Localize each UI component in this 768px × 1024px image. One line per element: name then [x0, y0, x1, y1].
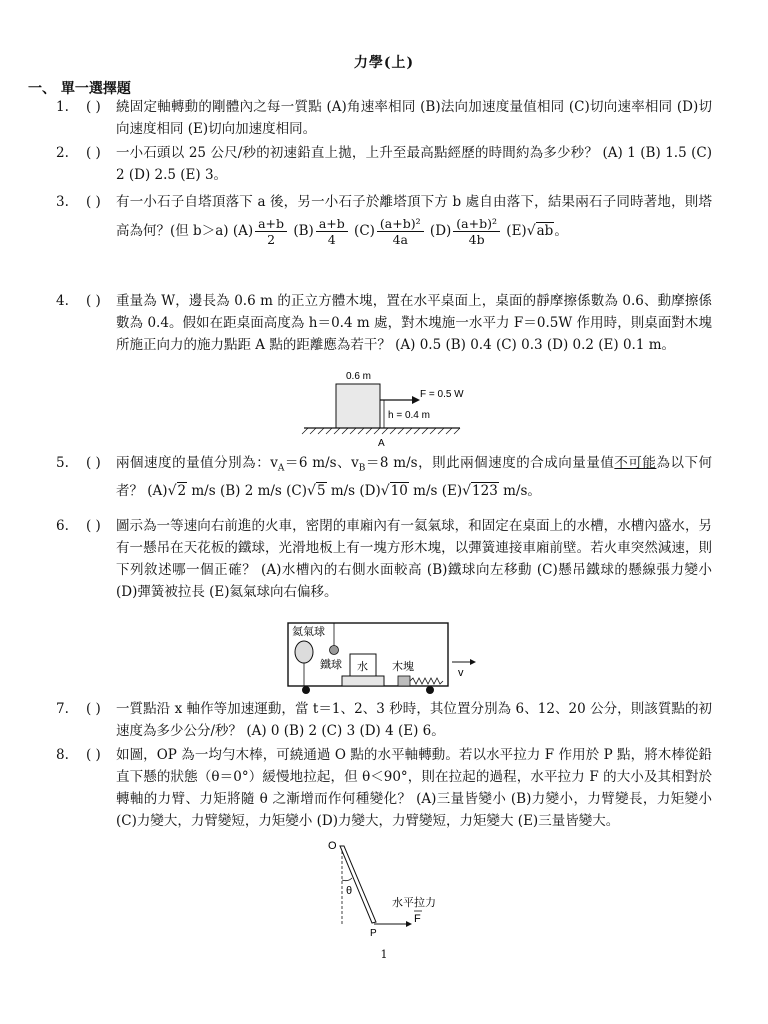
text-part: ＝6 m/s、v	[284, 455, 359, 471]
figure-block-on-table	[300, 368, 470, 450]
point-a-label: A	[378, 438, 385, 449]
arrow-head-icon	[406, 921, 412, 927]
sqrt-symbol: √	[526, 223, 536, 239]
answer-blank: ( )	[86, 99, 101, 115]
radicand: 10	[390, 482, 408, 499]
question-6	[56, 515, 712, 603]
question-2	[56, 142, 712, 186]
question-text: 一小石頭以 25 公尺/秒的初速鉛直上拋，上升至最高點經歷的時間約為多少秒？ (A) 1 (B) 1.5 (C) 2 (D) 2.5 (E) 3。	[116, 145, 712, 183]
question-text: 重量為 W，邊長為 0.6 m 的正立方體木塊，置在水平桌面上，桌面的靜摩擦係數為 0.6、動摩擦係數為 0.4。假如在距桌面高度為 h＝0.4 m 處，對木塊施一水平力 F＝0.5W 作用時，則桌面對木塊所施正向力的施力點距 A 點的距離應為若干？ (A) 0.5 (B) 0.4 (C) 0.3 (D) 0.2 (E) 0.1 m。	[116, 293, 712, 353]
question-number: 4.	[56, 293, 69, 309]
answer-blank: ( )	[86, 145, 101, 161]
wheel	[426, 686, 434, 694]
iron-ball	[330, 646, 339, 655]
question-number: 3.	[56, 194, 69, 210]
answer-blank: ( )	[86, 701, 101, 717]
underlined-text: 不可能	[614, 455, 657, 471]
denominator: 4	[327, 232, 336, 247]
question-4	[56, 290, 712, 356]
option-d-close: )	[446, 223, 452, 239]
force-symbol: F	[414, 913, 421, 925]
denominator: 2	[267, 232, 276, 247]
numerator: a+b	[255, 216, 287, 232]
radicand: 5	[316, 482, 326, 499]
answer-blank: ( )	[86, 293, 101, 309]
question-1	[56, 96, 712, 140]
question-number: 8.	[56, 747, 69, 763]
numerator: (a+b)²	[377, 216, 424, 232]
angle-label: θ	[346, 885, 353, 897]
numerator: (a+b)²	[453, 216, 500, 232]
iron-ball-label: 鐵球	[320, 659, 342, 671]
radicand: 123	[472, 482, 498, 499]
numerator: a+b	[316, 216, 348, 232]
sqrt-symbol: √	[380, 482, 390, 499]
question-number: 6.	[56, 518, 69, 534]
text-part: ＝8 m/s，則此兩個速度的合成向量量值	[365, 455, 615, 471]
option-d-label: (D	[429, 223, 447, 239]
text-part: m/s。	[498, 482, 541, 499]
question-text	[116, 188, 712, 247]
question-number: 1.	[56, 99, 69, 115]
question-number: 2.	[56, 145, 69, 161]
question-text: 如圖，OP 為一均勻木棒，可繞通過 O 點的水平軸轉動。若以水平拉力 F 作用於 P 點，將木棒從鉛直下懸的狀態（θ＝0°）緩慢地拉起，但 θ＜90°，則在拉起的過程，水平拉力 F 的大小及其相對於轉軸的力臂、力矩將隨 θ 之漸增而作何種變化？ (A)三量皆變小 (B)力變小，力臂變長，力矩變小 (C)力變大，力臂變短，力矩變小 (D)力變大，力臂變短，力矩變大 (E)三量皆變大。	[116, 747, 712, 829]
question-number: 5.	[56, 455, 69, 471]
block-side-label: 0.6 m	[346, 371, 372, 382]
question-3	[56, 188, 712, 247]
wooden-block	[398, 676, 410, 686]
question-5	[56, 452, 712, 502]
figure-train-car	[284, 620, 484, 696]
table	[342, 676, 384, 686]
helium-balloon	[295, 641, 313, 663]
denominator: 4b	[468, 232, 485, 247]
option-b-label: (B)	[293, 223, 314, 239]
answer-blank: ( )	[86, 455, 101, 471]
option-a-label: (A)	[232, 223, 254, 239]
end-label: P	[370, 928, 377, 938]
subscript-b: B	[358, 463, 366, 474]
question-text: 繞固定軸轉動的剛體內之每一質點 (A)角速率相同 (B)法向加速度量值相同 (C)切向速率相同 (D)切向速度相同 (E)切向加速度相同。	[116, 99, 712, 137]
option-c-fraction	[377, 216, 424, 247]
question-text: 一質點沿 x 軸作等加速運動，當 t＝1、2、3 秒時，其位置分別為 6、12、20 公分，則該質點的初速度為多少公分/秒？ (A) 0 (B) 2 (C) 3 (D) 4 (E) 6。	[116, 701, 712, 739]
subscript-a: A	[277, 463, 285, 474]
wheel	[302, 686, 310, 694]
text-part: 為以下何者？ (A)	[116, 455, 712, 499]
sqrt-symbol: √	[307, 482, 316, 499]
question-8	[56, 744, 712, 832]
answer-blank: ( )	[86, 518, 101, 534]
sentence-end: 。	[554, 223, 568, 239]
height-label: h = 0.4 m	[388, 410, 430, 421]
sqrt-symbol: √	[167, 482, 177, 499]
page-number: 1	[380, 948, 388, 961]
option-b-fraction	[316, 216, 348, 247]
pivot-label: O	[328, 840, 337, 852]
sqrt-symbol: √	[462, 482, 472, 499]
section-title: 一、 單一選擇題	[28, 81, 131, 97]
arrow-head-icon	[412, 396, 420, 404]
text-part: m/s (B) 2 m/s (C)	[187, 482, 308, 499]
question-7	[56, 698, 712, 742]
force-label: F = 0.5 W	[420, 389, 464, 400]
force-text: 水平拉力	[392, 897, 436, 909]
page-title: 力學(上)	[353, 55, 415, 71]
water-label: 水	[357, 661, 368, 673]
option-c-label: (C)	[354, 223, 375, 239]
question-text	[116, 452, 712, 502]
option-a-fraction	[255, 216, 287, 247]
text-part: m/s (D)	[326, 482, 381, 499]
option-d-fraction	[453, 216, 500, 247]
question-text: 圖示為一等速向右前進的火車，密閉的車廂內有一氦氣球，和固定在桌面上的水槽，水槽內盛水，另有一懸吊在天花板的鐵球，光滑地板上有一塊方形木塊，以彈簧連接車廂前壁。若火車突然減速，則下列敘述哪一個正確？ (A)水槽內的右側水面較高 (B)鐵球向左移動 (C)懸吊鐵球的懸線張力變小 (D)彈簧被拉長 (E)氦氣球向右偏移。	[116, 518, 712, 600]
answer-blank: ( )	[86, 194, 101, 210]
option-e-label: (E)	[506, 223, 527, 239]
balloon-label: 氦氣球	[292, 626, 325, 638]
text-part: m/s (E)	[408, 482, 463, 499]
angle-arc	[342, 878, 352, 881]
table-hatching	[302, 428, 460, 434]
denominator: 4a	[392, 232, 408, 247]
text-part: 兩個速度的量值分別為：v	[116, 455, 278, 471]
answer-blank: ( )	[86, 747, 101, 763]
radicand: 2	[177, 482, 187, 499]
block-label: 木塊	[392, 661, 414, 673]
wooden-block	[336, 384, 380, 428]
arrow-head-icon	[470, 659, 476, 665]
option-e-radicand: ab	[536, 223, 554, 239]
question-number: 7.	[56, 701, 69, 717]
figure-rod-pivot	[326, 838, 476, 938]
question-stem: 有一小石子自塔頂落下 a 後，另一小石子於離塔頂下方 b 處自由落下，結果兩石子同時著地，則塔高為何？(但 b＞a)	[116, 194, 712, 239]
velocity-label: v	[458, 667, 464, 679]
